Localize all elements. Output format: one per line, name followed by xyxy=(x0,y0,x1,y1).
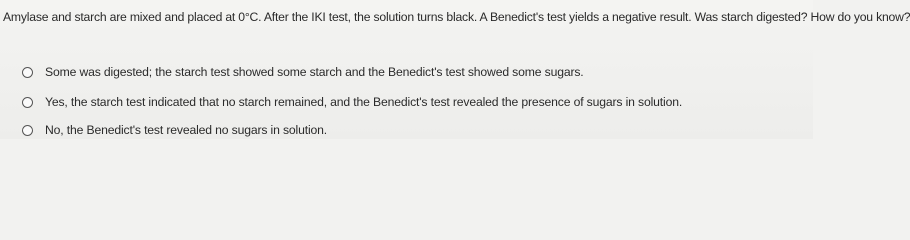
answer-option-1[interactable] xyxy=(22,65,802,79)
question-text: Amylase and starch are mixed and placed at 0°C. After the IKI test, the solution turns black. A Benedict's test yields a negative result. Was starch digested? How do you know? xyxy=(3,10,910,24)
answer-option-label: Yes, the starch test indicated that no starch remained, and the Benedict's test revealed the presence of sugars in solution. xyxy=(45,95,683,109)
answer-option-label: Some was digested; the starch test showed some starch and the Benedict's test showed some sugars. xyxy=(45,65,584,79)
radio-button[interactable] xyxy=(22,97,33,108)
radio-button[interactable] xyxy=(22,67,33,78)
radio-button[interactable] xyxy=(22,125,33,136)
answer-option-label: No, the Benedict's test revealed no sugars in solution. xyxy=(45,123,328,137)
answer-option-2[interactable] xyxy=(22,95,802,109)
answer-option-3[interactable] xyxy=(22,123,802,137)
